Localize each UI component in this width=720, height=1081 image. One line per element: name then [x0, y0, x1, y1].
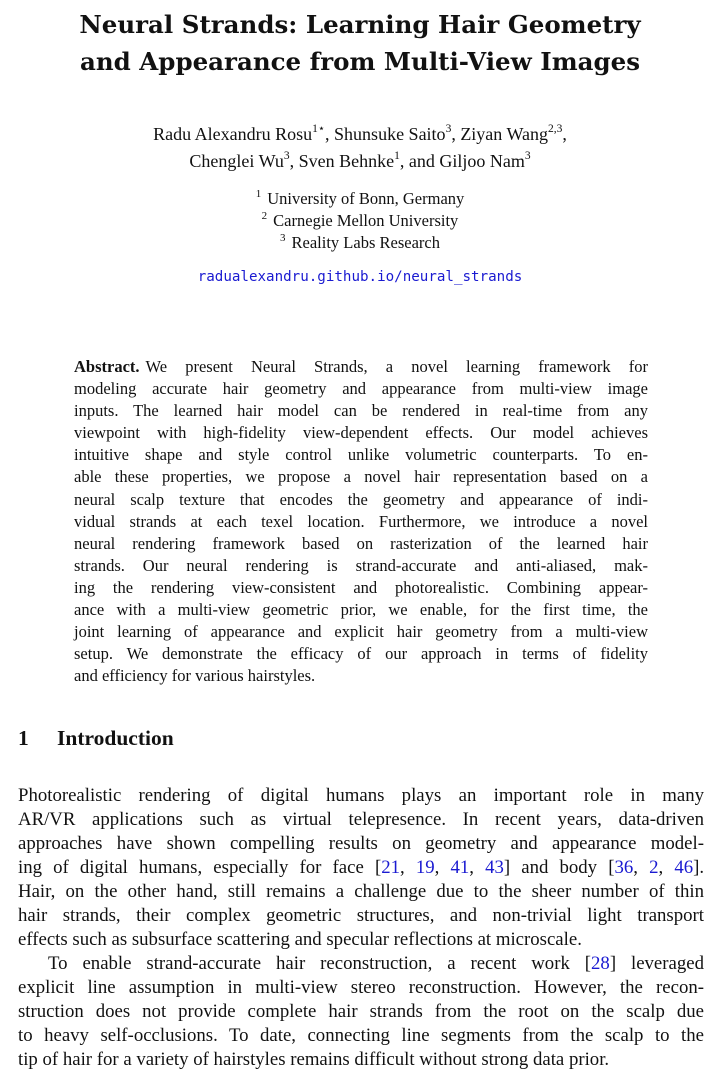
affiliation-text: Carnegie Mellon University: [273, 211, 459, 230]
abstract-line: vidual strands at each texel location. Furthermore, we introduce a novel: [74, 511, 648, 531]
body-line: ing of digital humans, especially for face [21, 19, 41, 43] and body [36, 2, 46].: [18, 857, 705, 878]
abstract-line: inputs. The learned hair model can be rendered in real-time from any: [74, 401, 648, 421]
body-line: to heavy self-occlusions. To date, connecting line segments from the scalp to the: [18, 1025, 704, 1046]
citation-link[interactable]: 28: [591, 953, 610, 974]
section-heading: [18, 726, 174, 751]
author-name: Ziyan Wang: [460, 124, 549, 144]
body-text-run: ] and body [: [503, 857, 615, 878]
affiliation-sup: 3: [280, 231, 286, 244]
affiliation: [0, 210, 720, 232]
citation-link[interactable]: 2: [649, 857, 659, 878]
abstract-text: We present Neural Strands, a novel learning framework for: [145, 357, 648, 376]
author-separator: , and: [399, 151, 440, 171]
citation-link[interactable]: 43: [485, 857, 504, 878]
author-separator: ,: [562, 124, 567, 144]
section-number: 1: [18, 726, 29, 750]
abstract-line: ing the rendering view-consistent and photorealistic. Combining appear-: [74, 577, 648, 597]
citation-link[interactable]: 46: [674, 857, 694, 878]
body-line: explicit line assumption in multi-view stereo reconstruction. However, the recon-: [18, 977, 704, 998]
author-separator: ,: [325, 124, 335, 144]
abstract-line: modeling accurate hair geometry and appearance from multi-view image: [74, 379, 648, 399]
paper-title: [0, 6, 720, 80]
body-line: [18, 952, 704, 976]
citation-link[interactable]: 41: [450, 857, 470, 878]
abstract-line: able these properties, we propose a novel hair representation based on a: [74, 467, 648, 487]
author-affil-sup: 3: [283, 150, 290, 162]
body-line: AR/VR applications such as virtual telepresence. In recent years, data-driven: [18, 809, 704, 830]
abstract-line: strands. Our neural rendering is strand-accurate and anti-aliased, mak-: [74, 555, 648, 575]
body-text-run: To enable strand-accurate hair reconstruction, a recent work [: [48, 953, 592, 974]
abstract-line: neural rendering framework based on rasterization of the learned hair: [74, 533, 648, 553]
affiliation-sup: 1: [255, 187, 262, 200]
section-title: Introduction: [57, 726, 174, 750]
abstract-line: neural scalp texture that encodes the geometry and appearance of indi-: [74, 489, 648, 509]
author-name: Shunsuke Saito: [334, 124, 446, 144]
affiliation-text: University of Bonn, Germany: [267, 189, 465, 208]
body-text-run: ing of digital humans, especially for face [: [18, 857, 382, 878]
body-line: Hair, on the other hand, still remains a challenge due to the sheer number of thin: [18, 881, 704, 902]
author-name: Giljoo Nam: [439, 151, 525, 171]
author-name: Radu Alexandru Rosu: [153, 124, 313, 144]
abstract-line: intuitive shape and style control unlike volumetric counterparts. To en-: [74, 445, 648, 465]
abstract-line: [74, 356, 648, 378]
title-line-1: Neural Strands: Learning Hair Geometry: [79, 10, 641, 39]
abstract-label: Abstract.: [74, 357, 140, 376]
citation-link[interactable]: 19: [415, 857, 435, 878]
author-affil-sup: 3: [445, 123, 452, 135]
body-line: approaches have shown compelling results on geometry and appearance model-: [18, 833, 704, 854]
author-affil-sup: 2,3: [548, 123, 563, 135]
abstract-line: ance with a multi-view geometric prior, we enable, for the first time, the: [74, 600, 648, 620]
affiliations: [0, 188, 720, 254]
body-line: effects such as subsurface scattering and specular reflections at microscale.: [18, 929, 582, 950]
author-line-1: [0, 121, 720, 148]
author-affil-sup: 1: [394, 150, 400, 162]
project-url-link[interactable]: radualexandru.github.io/neural_strands: [197, 269, 523, 285]
abstract: [74, 356, 648, 687]
abstract-line: setup. We demonstrate the efficacy of our approach in terms of fidelity: [74, 644, 648, 664]
affiliation-text: Reality Labs Research: [291, 233, 440, 252]
abstract-line: and efficiency for various hairstyles.: [74, 666, 316, 686]
affiliation: [0, 232, 720, 254]
citation-link[interactable]: 36: [614, 857, 634, 878]
body-line: Photorealistic rendering of digital humans plays an important role in many: [18, 785, 704, 806]
author-line-2: [0, 148, 720, 175]
body-line: struction does not provide complete hair strands from the root on the scalp due: [18, 1001, 704, 1022]
abstract-line: joint learning of appearance and explicit hair geometry from a multi-view: [74, 622, 648, 642]
author-affil-sup: 1⋆: [312, 123, 326, 135]
body-text-run: ].: [693, 857, 705, 878]
body-line: tip of hair for a variety of hairstyles remains difficult without strong data prior.: [18, 1049, 610, 1070]
abstract-line: viewpoint with high-fidelity view-dependent effects. Our model achieves: [74, 423, 648, 443]
body-text-run: ] leveraged: [609, 953, 704, 974]
author-list: [0, 121, 720, 175]
body-line: hair strands, their complex geometric structures, and non-trivial light transport: [18, 905, 704, 926]
author-separator: ,: [451, 124, 461, 144]
author-separator: ,: [289, 151, 299, 171]
author-name: Sven Behnke: [298, 151, 395, 171]
body-text: [18, 784, 704, 1072]
title-line-2: and Appearance from Multi-View Images: [79, 47, 641, 76]
affiliation: [0, 188, 720, 210]
author-affil-sup: 3: [524, 150, 531, 162]
citation-link[interactable]: 21: [381, 857, 400, 878]
author-name: Chenglei Wu: [189, 151, 284, 171]
affiliation-sup: 2: [261, 209, 268, 222]
